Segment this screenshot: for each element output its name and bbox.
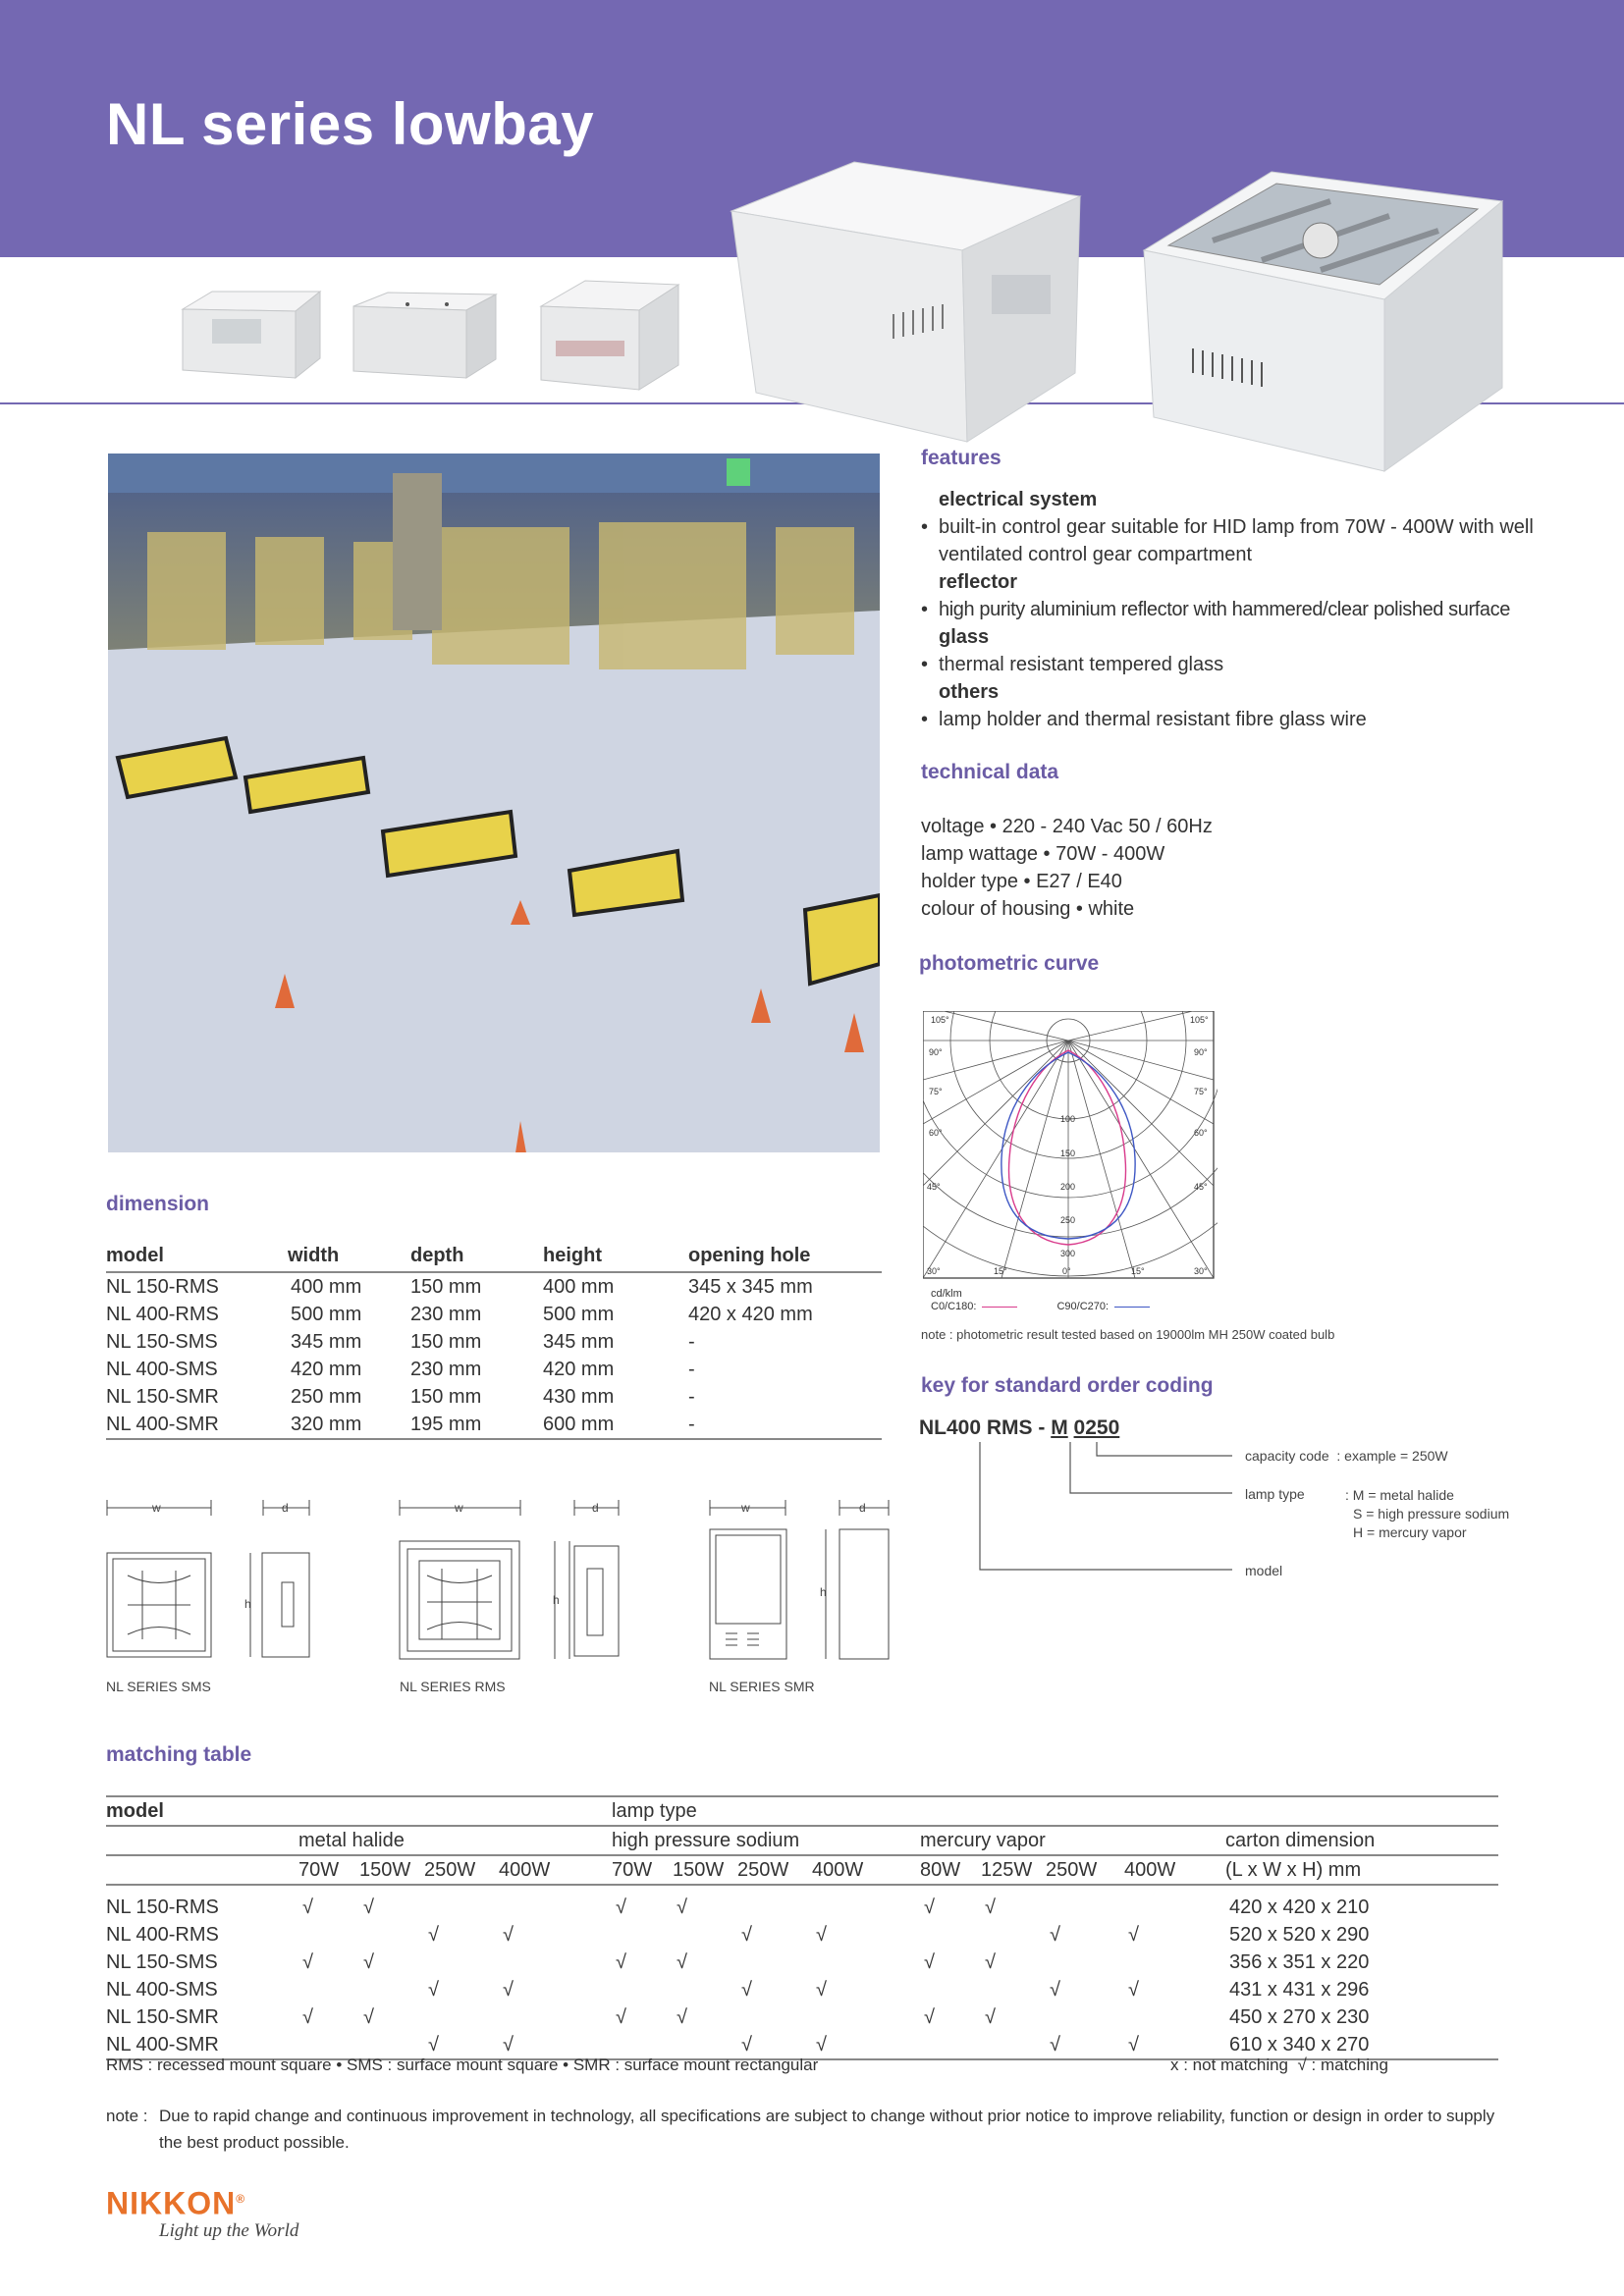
feature-group-title: reflector <box>939 571 1018 593</box>
feature-item: • high purity aluminium reflector with hammered/clear polished surface <box>921 599 1510 620</box>
matching-legend: x : not matching √ : matching <box>1170 2056 1388 2074</box>
match-cell <box>298 1976 359 2003</box>
legend-c0-swatch <box>982 1307 1017 1308</box>
table-row: NL 150-RMS 400 mm 150 mm 400 mm 345 x 345 mm <box>106 1275 813 1298</box>
w-label: w <box>152 1501 161 1515</box>
legend-c90-swatch <box>1114 1307 1150 1308</box>
page-title: NL series lowbay <box>106 91 595 157</box>
match-cell: √ <box>737 2031 812 2059</box>
row-model: NL 150-SMS <box>106 1950 218 1973</box>
match-cell: √ <box>677 1896 687 1918</box>
col-header: height <box>543 1245 688 1272</box>
match-cell: √ <box>302 1950 313 1973</box>
brand-logo <box>106 2182 298 2242</box>
table-row <box>106 1949 1498 1976</box>
note-label: note : <box>106 2107 148 2125</box>
model-col-header: model <box>106 1796 298 1826</box>
match-cell: √ <box>816 1978 827 2001</box>
drawing-label-sms: NL SERIES SMS <box>106 1679 211 1694</box>
key-heading: key for standard order coding <box>921 1374 1214 1397</box>
match-cell: √ <box>677 1950 687 1973</box>
match-cell: √ <box>924 1896 935 1918</box>
match-cell <box>1046 2003 1124 2031</box>
dimension-heading: dimension <box>106 1193 210 1215</box>
product-image-rms-large <box>727 157 1100 452</box>
row-carton: 431 x 431 x 296 <box>1229 1978 1370 2001</box>
row-model: NL 400-SMS <box>106 1978 218 2001</box>
angle-label: 45° <box>1194 1182 1208 1192</box>
match-cell <box>920 1976 981 2003</box>
match-cell: √ <box>924 1950 935 1973</box>
match-cell: √ <box>616 1950 626 1973</box>
angle-label: 90° <box>1194 1047 1208 1057</box>
angle-label: 105° <box>1190 1015 1209 1025</box>
code-model: NL400 RMS <box>919 1416 1033 1439</box>
match-cell <box>499 1885 612 1921</box>
match-cell <box>920 2031 981 2059</box>
angle-label: 75° <box>929 1087 943 1096</box>
match-cell: √ <box>1128 1923 1139 1946</box>
unit-label: cd/klm <box>931 1288 962 1300</box>
match-cell: √ <box>499 2031 612 2059</box>
legend-c90-label: C90/C270: <box>1056 1301 1110 1312</box>
angle-label: 15° <box>994 1266 1007 1276</box>
technical-line: voltage • 220 - 240 Vac 50 / 60Hz <box>921 816 1213 837</box>
lamp-type-desc: : M = metal halide S = high pressure sodium H = mercury vapor <box>1345 1487 1510 1540</box>
match-cell <box>673 1921 737 1949</box>
match-cell: √ <box>985 2005 996 2028</box>
match-cell <box>298 1921 359 1949</box>
col-header: depth <box>410 1245 543 1272</box>
technical-heading: technical data <box>921 761 1059 783</box>
d-label: d <box>282 1501 289 1515</box>
match-cell: √ <box>812 2031 920 2059</box>
radial-label: 100 <box>1060 1114 1076 1124</box>
feature-item: • thermal resistant tempered glass <box>921 654 1224 675</box>
brand-tagline: Light up the World <box>159 2219 299 2241</box>
match-cell <box>612 1976 673 2003</box>
row-carton: 450 x 270 x 230 <box>1229 2005 1370 2028</box>
match-cell <box>1046 1885 1124 1921</box>
group-header-mh: metal halide <box>298 1826 612 1855</box>
match-cell <box>612 1921 673 1949</box>
match-cell <box>812 1885 920 1921</box>
match-cell <box>499 1949 612 1976</box>
d-label: d <box>592 1501 599 1515</box>
h-label: h <box>553 1593 560 1607</box>
radial-label: 150 <box>1060 1148 1076 1158</box>
table-row: NL 400-RMS 500 mm 230 mm 500 mm 420 x 420 mm <box>106 1303 813 1325</box>
angle-label: 30° <box>927 1266 941 1276</box>
photometric-heading: photometric curve <box>919 952 1100 975</box>
angle-label: 105° <box>931 1015 949 1025</box>
table-row <box>106 1885 1498 1921</box>
product-image-smr <box>173 280 325 388</box>
match-cell: √ <box>616 1896 626 1918</box>
match-cell <box>981 1976 1046 2003</box>
table-row <box>106 1976 1498 2003</box>
match-cell: √ <box>1050 1923 1060 1946</box>
table-row: NL 150-SMS 345 mm 150 mm 345 mm - <box>106 1330 695 1353</box>
match-cell: √ <box>1050 1978 1060 2001</box>
matching-heading: matching table <box>106 1743 252 1766</box>
match-cell: √ <box>302 1896 313 1918</box>
drawing-label-rms: NL SERIES RMS <box>400 1679 506 1694</box>
match-cell: √ <box>363 2005 374 2028</box>
radial-label: 300 <box>1060 1249 1076 1258</box>
match-cell: √ <box>424 2031 499 2059</box>
table-row <box>106 1921 1498 1949</box>
feature-group-title: others <box>939 681 1000 703</box>
table-row: NL 400-SMS 420 mm 230 mm 420 mm - <box>106 1358 695 1380</box>
brand-name: NIKKON <box>106 2185 237 2221</box>
footer-note <box>106 2103 1500 2156</box>
feature-group-title: electrical system <box>939 489 1098 510</box>
table-row <box>106 2003 1498 2031</box>
match-cell: √ <box>616 2005 626 2028</box>
technical-line: lamp wattage • 70W - 400W <box>921 843 1165 865</box>
order-code <box>919 1416 1119 1440</box>
features-heading: features <box>921 447 1001 469</box>
key-connector-lines <box>972 1439 1247 1576</box>
abbreviations: RMS : recessed mount square • SMS : surface mount square • SMR : surface mount rectangular <box>106 2056 819 2074</box>
match-cell <box>737 2003 812 2031</box>
code-capacity: 0250 <box>1073 1416 1120 1439</box>
model-label: model <box>1245 1563 1283 1578</box>
angle-label: 60° <box>929 1128 943 1138</box>
photometric-chart <box>923 1011 1218 1281</box>
drawing-label-smr: NL SERIES SMR <box>709 1679 815 1694</box>
w-label: w <box>741 1501 750 1515</box>
feature-item: • built-in control gear suitable for HID lamp from 70W - 400W with well ventilated control gear compartment <box>921 516 1534 565</box>
match-cell <box>499 2003 612 2031</box>
brand-reg: ® <box>236 2192 246 2206</box>
match-cell: √ <box>503 1923 514 1946</box>
photometric-legend <box>931 1288 1150 1313</box>
row-carton: 520 x 520 x 290 <box>1229 1923 1370 1946</box>
w-label: w <box>455 1501 463 1515</box>
dimension-table <box>106 1245 882 1440</box>
row-carton: 610 x 340 x 270 <box>1225 2031 1498 2059</box>
group-header-mv: mercury vapor <box>920 1826 1225 1855</box>
table-row: NL 150-SMR 250 mm 150 mm 430 mm - <box>106 1385 695 1408</box>
match-cell <box>424 2003 499 2031</box>
radial-label: 200 <box>1060 1182 1076 1192</box>
angle-label: 0° <box>1062 1266 1071 1276</box>
match-cell <box>359 1976 424 2003</box>
row-model: NL 150-RMS <box>106 1896 219 1918</box>
technical-line: holder type • E27 / E40 <box>921 871 1122 892</box>
group-header-hps: high pressure sodium <box>612 1826 920 1855</box>
match-cell <box>812 1949 920 1976</box>
features-list <box>921 486 1540 733</box>
wattage-row: 70W 150W 250W 400W 70W 150W 250W 400W 80W 125W 250W 400W (L x W x H) mm <box>106 1855 1498 1885</box>
row-model: NL 400-SMR <box>106 2031 298 2059</box>
col-header: width <box>288 1245 410 1272</box>
row-carton: 420 x 420 x 210 <box>1229 1896 1370 1918</box>
angle-label: 15° <box>1131 1266 1145 1276</box>
photometric-note: note : photometric result tested based on 19000lm MH 250W coated bulb <box>921 1327 1335 1342</box>
toll-plaza-photo <box>108 454 880 1152</box>
table-row: NL 400-SMR 320 mm 195 mm 600 mm - <box>106 1411 882 1439</box>
code-sep: - <box>1032 1416 1052 1439</box>
match-cell <box>1124 1949 1225 1976</box>
match-cell <box>737 1885 812 1921</box>
match-cell: √ <box>428 1923 439 1946</box>
capacity-code-label: capacity code : example = 250W <box>1245 1448 1448 1464</box>
lamp-type-label: lamp type <box>1245 1486 1305 1502</box>
match-cell: √ <box>363 1896 374 1918</box>
d-label: d <box>859 1501 866 1515</box>
match-cell <box>812 2003 920 2031</box>
carton-header: carton dimension <box>1225 1826 1498 1855</box>
row-carton: 356 x 351 x 220 <box>1229 1950 1370 1973</box>
feature-group-title: glass <box>939 626 990 648</box>
match-cell <box>1046 1949 1124 1976</box>
match-cell: √ <box>924 2005 935 2028</box>
matching-table <box>106 1795 1498 2060</box>
match-cell <box>981 1921 1046 1949</box>
angle-label: 45° <box>927 1182 941 1192</box>
match-cell: √ <box>816 1923 827 1946</box>
match-cell: √ <box>741 1978 752 2001</box>
match-cell <box>1124 2003 1225 2031</box>
row-model: NL 400-RMS <box>106 1923 219 1946</box>
angle-label: 90° <box>929 1047 943 1057</box>
match-cell: √ <box>363 1950 374 1973</box>
product-image-rms-open <box>1134 162 1507 476</box>
match-cell: √ <box>503 1978 514 2001</box>
match-cell <box>424 1949 499 1976</box>
match-cell: √ <box>1128 1978 1139 2001</box>
radial-label: 250 <box>1060 1215 1076 1225</box>
match-cell <box>424 1885 499 1921</box>
match-cell <box>920 1921 981 1949</box>
technical-line: colour of housing • white <box>921 898 1135 920</box>
col-header: opening hole <box>688 1245 882 1272</box>
product-image-sms <box>349 285 501 388</box>
match-cell <box>1124 1885 1225 1921</box>
code-lamp: M <box>1051 1416 1068 1439</box>
match-cell <box>359 1921 424 1949</box>
match-cell: √ <box>985 1950 996 1973</box>
feature-item: • lamp holder and thermal resistant fibre glass wire <box>921 709 1367 730</box>
product-image-rms-small <box>536 267 683 395</box>
match-cell <box>673 1976 737 2003</box>
match-cell: √ <box>677 2005 687 2028</box>
col-header: model <box>106 1245 288 1272</box>
technical-list <box>921 813 1213 923</box>
match-cell <box>737 1949 812 1976</box>
match-cell: √ <box>428 1978 439 2001</box>
lamp-type-header: lamp type <box>612 1796 1498 1826</box>
match-cell: √ <box>302 2005 313 2028</box>
match-cell: √ <box>1124 2031 1225 2059</box>
angle-label: 30° <box>1194 1266 1208 1276</box>
legend-c0-label: C0/C180: <box>931 1301 977 1312</box>
h-label: h <box>820 1585 827 1599</box>
row-model: NL 150-SMR <box>106 2005 219 2028</box>
technical-drawings <box>103 1492 918 1669</box>
match-cell: √ <box>1046 2031 1124 2059</box>
matching-rows <box>106 1885 1498 2059</box>
match-cell: √ <box>985 1896 996 1918</box>
angle-label: 60° <box>1194 1128 1208 1138</box>
angle-label: 75° <box>1194 1087 1208 1096</box>
h-label: h <box>244 1597 251 1611</box>
match-cell: √ <box>741 1923 752 1946</box>
note-text: Due to rapid change and continuous improvement in technology, all specifications are subject to change without prior notice to improve reliability, function or design in order to supply the best product possible. <box>159 2107 1495 2152</box>
match-cell <box>981 2031 1046 2059</box>
